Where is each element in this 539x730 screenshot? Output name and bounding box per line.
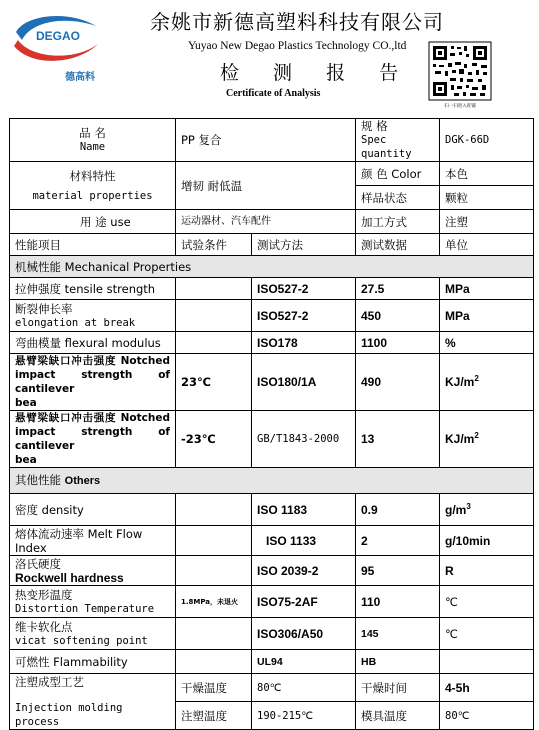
mfi-unit: g/10min [440, 526, 534, 556]
color-value: 本色 [440, 162, 534, 186]
company-logo [8, 10, 108, 86]
dry-temp-value: 80℃ [252, 674, 356, 702]
spec-value: DGK-66D [440, 119, 534, 162]
density-name: 密度 density [10, 494, 176, 526]
vicat-condition [176, 618, 252, 650]
flammability-condition [176, 650, 252, 674]
dry-time-label: 干燥时间 [356, 674, 440, 702]
row-density [10, 494, 534, 526]
section-mechanical-title: 机械性能 Mechanical Properties [10, 256, 534, 278]
mold-temp-label: 模具温度 [356, 702, 440, 730]
column-header-row [10, 234, 534, 256]
rockwell-value: 95 [356, 556, 440, 586]
impact-rt-name: 悬臂梁缺口冲击强度 Notched impact strength of cantilever bea [10, 354, 176, 411]
col-unit: 单位 [440, 234, 534, 256]
elongation-unit: MPa [440, 300, 534, 332]
process-label: 加工方式 [356, 210, 440, 234]
row-vicat [10, 618, 534, 650]
density-unit: $g/m^3$ [440, 494, 534, 526]
elongation-method: ISO527-2 [252, 300, 356, 332]
flexural-unit: % [440, 332, 534, 354]
impact-rt-value: 490 [356, 354, 440, 411]
section-others [10, 468, 534, 494]
inj-temp-label: 注塑温度 [176, 702, 252, 730]
vicat-method: ISO306/A50 [252, 618, 356, 650]
row-impact-lt [10, 411, 534, 468]
tensile-method: ISO527-2 [252, 278, 356, 300]
name-label: 品 名 Name [10, 119, 176, 162]
hdt-unit: ℃ [440, 586, 534, 618]
flexural-condition [176, 332, 252, 354]
flexural-value: 1100 [356, 332, 440, 354]
tensile-name: 拉伸强度 tensile strength [10, 278, 176, 300]
inj-temp-value: 190-215℃ [252, 702, 356, 730]
qr-code [428, 41, 492, 109]
row-flammability [10, 650, 534, 674]
impact-lt-method: GB/T1843-2000 [252, 411, 356, 468]
impact-lt-name: 悬臂梁缺口冲击强度 Notched impact strength of cantilever bea [10, 411, 176, 468]
logo-brand-cn: 德高料 [65, 72, 95, 83]
row-hdt [10, 586, 534, 618]
col-condition: 试验条件 [176, 234, 252, 256]
molding-label: 注塑成型工艺 Injection molding process [10, 674, 176, 730]
rockwell-unit: R [440, 556, 534, 586]
col-item: 性能项目 [10, 234, 176, 256]
impact-rt-method: ISO180/1A [252, 354, 356, 411]
flexural-name: 弯曲模量 flexural modulus [10, 332, 176, 354]
vicat-name: 维卡软化点 vicat softening point [10, 618, 176, 650]
spec-label: 规 格 Spec quantity [356, 119, 440, 162]
mfi-name: 熔体流动速率 Melt Flow Index [10, 526, 176, 556]
flammability-value: HB [356, 650, 440, 674]
hdt-name: 热变形温度 Distortion Temperature [10, 586, 176, 618]
dry-temp-label: 干燥温度 [176, 674, 252, 702]
report-title-cn: 检 测 报 告 [220, 62, 413, 84]
mfi-method: ISO 1133 [252, 526, 356, 556]
mfi-value: 2 [356, 526, 440, 556]
impact-rt-unit: $KJ/m^2$ [440, 354, 534, 411]
sample-state-label: 样品状态 [356, 186, 440, 210]
company-name-cn: 余姚市新德高塑料科技有限公司 [150, 10, 444, 34]
dry-time-value: 4-5h [440, 674, 534, 702]
row-molding-1 [10, 674, 534, 702]
col-data: 测试数据 [356, 234, 440, 256]
color-label: 颜 色 Color [356, 162, 440, 186]
flexural-method: ISO178 [252, 332, 356, 354]
use-label: 用 途 use [10, 210, 176, 234]
sample-state-value: 颗粒 [440, 186, 534, 210]
row-tensile [10, 278, 534, 300]
material-label: 材料特性 material properties [10, 162, 176, 210]
info-row-name [10, 119, 534, 162]
rockwell-name: 洛氏硬度 Rockwell hardness [10, 556, 176, 586]
use-value: 运动器材、汽车配件 [176, 210, 356, 234]
qr-code-icon [428, 41, 492, 101]
density-value: 0.9 [356, 494, 440, 526]
section-others-title: 其他性能 Others [10, 468, 534, 494]
row-mfi [10, 526, 534, 556]
hdt-method: ISO75-2AF [252, 586, 356, 618]
info-row-use [10, 210, 534, 234]
rockwell-condition [176, 556, 252, 586]
name-value: PP 复合 [176, 119, 356, 162]
rockwell-method: ISO 2039-2 [252, 556, 356, 586]
tensile-unit: MPa [440, 278, 534, 300]
mfi-condition [176, 526, 252, 556]
process-value: 注塑 [440, 210, 534, 234]
impact-rt-condition: 23℃ [176, 354, 252, 411]
company-name-en: Yuyao New Degao Plastics Technology CO.,ltd [188, 40, 407, 52]
elongation-value: 450 [356, 300, 440, 332]
material-value: 增韧 耐低温 [176, 162, 356, 210]
mold-temp-value: 80℃ [440, 702, 534, 730]
hdt-value: 110 [356, 586, 440, 618]
flammability-name: 可燃性 Flammability [10, 650, 176, 674]
row-flexural [10, 332, 534, 354]
vicat-value: 145 [356, 618, 440, 650]
info-row-material-1 [10, 162, 534, 186]
elongation-name: 断裂伸长率 elongation at break [10, 300, 176, 332]
qr-caption: 扫一扫进入旺铺 [444, 104, 476, 109]
row-impact-rt [10, 354, 534, 411]
flammability-unit [440, 650, 534, 674]
hdt-condition: 1.8MPa，未退火 [176, 586, 252, 618]
col-method: 测试方法 [252, 234, 356, 256]
report-title-en: Certificate of Analysis [226, 88, 321, 99]
row-elongation [10, 300, 534, 332]
vicat-unit: ℃ [440, 618, 534, 650]
flammability-method: UL94 [252, 650, 356, 674]
section-mechanical [10, 256, 534, 278]
specification-table [9, 118, 534, 730]
row-rockwell [10, 556, 534, 586]
report-header [0, 0, 539, 118]
elongation-condition [176, 300, 252, 332]
impact-lt-unit: $KJ/m^2$ [440, 411, 534, 468]
tensile-value: 27.5 [356, 278, 440, 300]
density-condition [176, 494, 252, 526]
impact-lt-value: 13 [356, 411, 440, 468]
density-method: ISO 1183 [252, 494, 356, 526]
impact-lt-condition: -23℃ [176, 411, 252, 468]
tensile-condition [176, 278, 252, 300]
logo-wordmark: DEGAO [35, 29, 81, 43]
